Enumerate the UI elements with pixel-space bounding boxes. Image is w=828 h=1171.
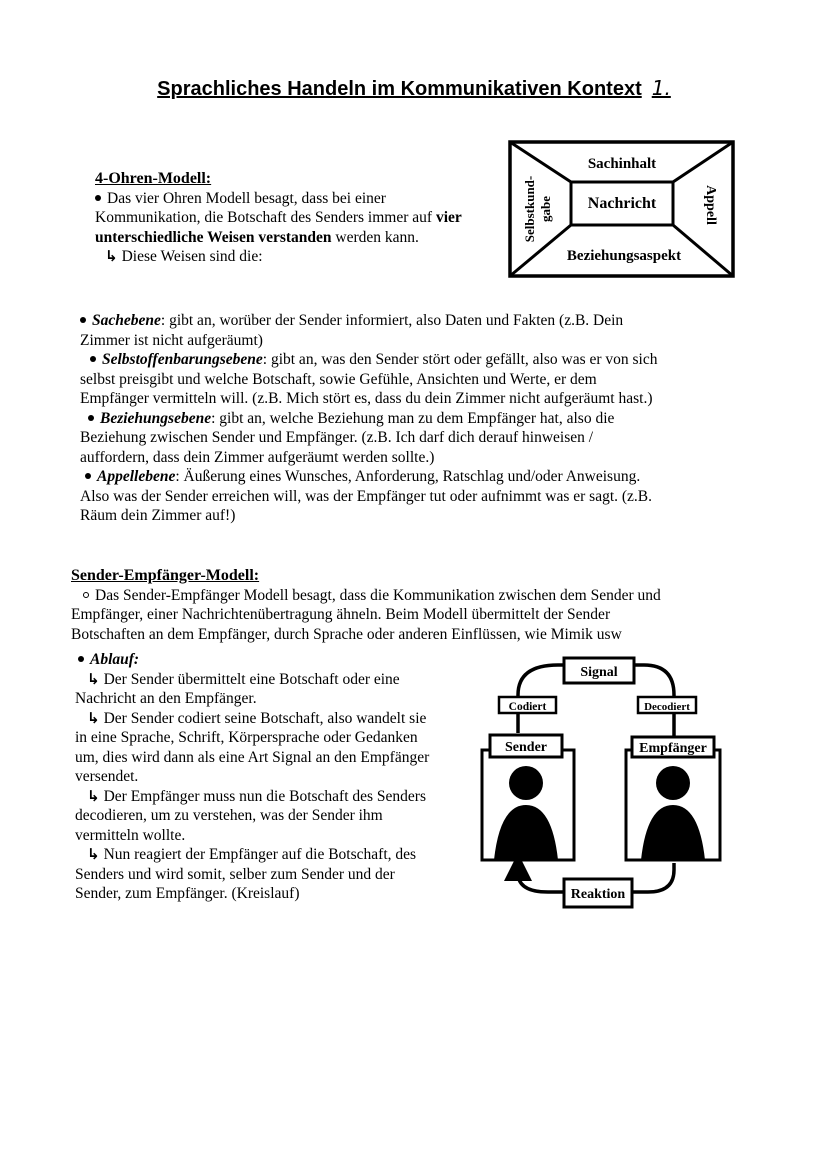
level-beziehungsebene: Beziehungsebene: gibt an, welche Beziehung man zu dem Empfänger hat, also die — [80, 409, 740, 429]
four-ears-intro-line-1: Das vier Ohren Modell besagt, dass bei einer — [95, 189, 505, 209]
four-ears-heading: 4-Ohren-Modell: — [95, 170, 212, 187]
loop-line-bottom-left — [518, 867, 564, 892]
page-title — [0, 76, 828, 101]
label-codiert: Codiert — [508, 701, 547, 713]
sender-receiver-diagram — [478, 655, 728, 915]
label-appell: Appell — [703, 185, 718, 225]
sender-receiver-intro-line-1: Das Sender-Empfänger Modell besagt, dass die Kommunikation zwischen dem Sender und — [71, 586, 751, 606]
four-ears-section — [95, 169, 505, 267]
level-beziehungsebene-line-2: Beziehung zwischen Sender und Empfänger. (z.B. Ich darf dich derauf hinweisen / — [80, 429, 594, 446]
arrow-icon: ↳ — [87, 708, 100, 727]
step-2-line-2: in eine Sprache, Schrift, Körpersprache oder Gedanken — [75, 729, 418, 746]
sender-receiver-section — [71, 566, 751, 644]
sender-receiver-intro-line-2: Empfänger, einer Nachrichtenübertragung ähneln. Beim Modell übermittelt der Sender — [71, 606, 611, 623]
levels-section — [80, 311, 740, 526]
step-2-line-4: versendet. — [75, 768, 139, 785]
level-sachebene-line-2: Zimmer ist nicht aufgeräumt) — [80, 331, 263, 349]
label-reaktion: Reaktion — [570, 887, 626, 902]
label-beziehungsaspekt: Beziehungsaspekt — [566, 248, 682, 264]
four-ears-intro-line-4: ↳ Diese Weisen sind die: — [105, 247, 263, 265]
arrow-icon: ↳ — [105, 247, 118, 265]
ablauf-section — [75, 650, 475, 904]
bullet-icon — [80, 317, 86, 323]
bullet-icon — [88, 415, 94, 421]
empfaenger-head-icon — [656, 766, 690, 800]
label-signal: Signal — [580, 665, 618, 680]
loop-line-bottom-right — [632, 863, 674, 892]
page-number: 1. — [651, 76, 671, 100]
level-selbstoffenbarung: Selbstoffenbarungsebene: gibt an, was den Sender stört oder gefällt, also was er von sich — [80, 350, 740, 370]
label-sender: Sender — [505, 740, 547, 755]
level-appellebene-line-3: Räum dein Zimmer auf!) — [80, 507, 236, 524]
step-4-line-3: Sender, zum Empfänger. (Kreislauf) — [75, 885, 300, 902]
label-empfaenger: Empfänger — [639, 741, 707, 756]
level-beziehungsebene-line-3: auffordern, dass dein Zimmer aufgeräumt werden sollte.) — [80, 448, 435, 466]
sender-receiver-intro-line-3: Botschaften an dem Empfänger, durch Sprache oder anderen Einflüssen, wie Mimik usw — [71, 625, 622, 643]
label-selbstkundgabe-2: gabe — [538, 196, 553, 222]
arrow-icon: ↳ — [87, 669, 100, 688]
label-decodiert: Decodiert — [644, 701, 690, 713]
step-4-line-2: Senders und wird somit, selber zum Sender und der — [75, 865, 395, 883]
level-sachebene: Sachebene: gibt an, worüber der Sender informiert, also Daten und Fakten (z.B. Dein — [80, 311, 740, 331]
bullet-icon — [95, 195, 101, 201]
step-3-line-3: vermitteln wollte. — [75, 826, 186, 844]
ablauf-heading: Ablauf: — [75, 650, 475, 670]
emphasis-vier: vier — [435, 209, 462, 226]
emphasis-weisen: unterschiedliche Weisen verstanden — [95, 228, 332, 246]
four-ears-intro-line-2: Kommunikation, die Botschaft des Senders immer auf vier — [95, 209, 462, 226]
bullet-icon — [78, 656, 84, 662]
step-3-line-2: decodieren, um zu verstehen, was der Sender ihm — [75, 807, 383, 824]
step-3: ↳ Der Empfänger muss nun die Botschaft des Senders — [87, 786, 426, 805]
sender-receiver-heading: Sender-Empfänger-Modell: — [71, 567, 260, 584]
step-2-line-3: um, dies wird dann als eine Art Signal an den Empfänger — [75, 748, 430, 766]
step-2: ↳ Der Sender codiert seine Botschaft, also wandelt sie — [87, 708, 427, 727]
level-selbstoffenbarung-line-3: Empfänger vermitteln will. (z.B. Mich stört es, dass du dein Zimmer nicht aufgeräumt hast.) — [80, 390, 653, 407]
level-selbstoffenbarung-line-2: selbst preisgibt und welche Botschaft, sowie Gefühle, Ansichten und Werte, er dem — [80, 370, 597, 388]
sender-head-icon — [509, 766, 543, 800]
arrow-icon: ↳ — [87, 786, 100, 805]
four-ears-intro-line-3: unterschiedliche Weisen verstanden werden kann. — [95, 228, 419, 246]
bullet-icon — [90, 356, 96, 362]
title-text: Sprachliches Handeln im Kommunikativen Kontext — [157, 78, 642, 100]
four-ears-diagram — [507, 139, 737, 281]
step-4: ↳ Nun reagiert der Empfänger auf die Botschaft, des — [87, 845, 417, 863]
step-1-line-2: Nachricht an den Empfänger. — [75, 690, 257, 707]
label-sachinhalt: Sachinhalt — [587, 156, 657, 172]
label-nachricht: Nachricht — [587, 195, 657, 212]
arrow-icon: ↳ — [87, 845, 100, 863]
bullet-icon — [83, 592, 89, 598]
bullet-icon — [85, 473, 91, 479]
level-appellebene: Appellebene: Äußerung eines Wunsches, Anforderung, Ratschlag und/oder Anweisung. — [80, 467, 740, 487]
level-appellebene-line-2: Also was der Sender erreichen will, was der Empfänger tut oder aufnimmt was er sagt. (z.B. — [80, 487, 653, 505]
label-selbstkundgabe-1: Selbstkund- — [522, 175, 537, 243]
step-1: ↳ Der Sender übermittelt eine Botschaft oder eine — [87, 669, 400, 688]
